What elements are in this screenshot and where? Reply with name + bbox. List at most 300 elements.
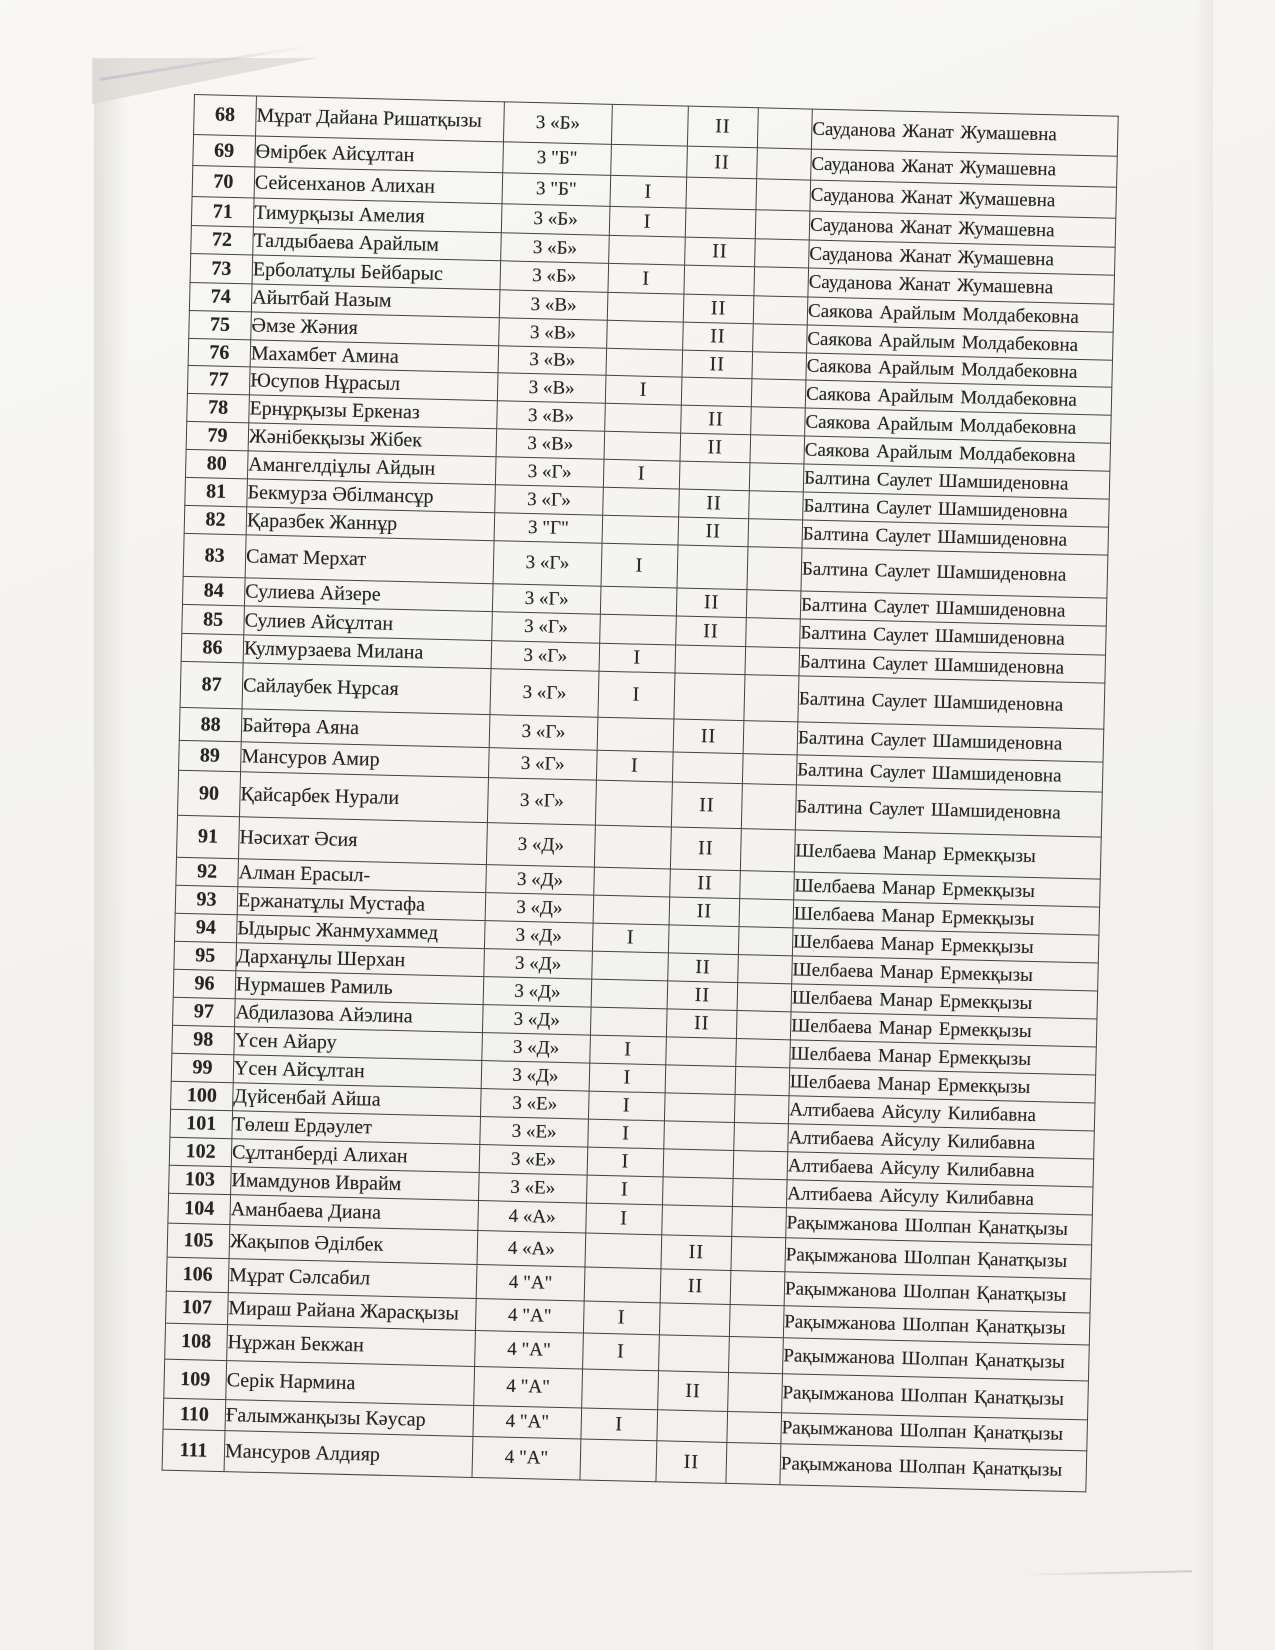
blank-cell [729,1304,784,1337]
mark-col-1-cell [603,487,680,517]
blank-cell [742,754,797,785]
student-name-cell: Ержанатұлы Мустафа [237,887,486,921]
blank-cell [726,1442,781,1484]
teacher-name-cell: Сауданова Жанат Жумашевна [810,180,1117,218]
student-name-cell: Самат Мерхат [245,535,494,584]
mark-col-1-cell [607,320,684,350]
row-number-cell: 69 [193,135,256,167]
student-name-cell: Мұрат Сәлсабил [228,1259,477,1299]
class-label-cell: 3 «Б» [500,261,609,293]
mark-col-1-cell [595,780,672,827]
student-name-cell: Үсен Айару [234,1027,483,1061]
blank-cell [748,519,803,548]
blank-cell [757,108,812,149]
mark-col-2-cell [677,545,748,590]
row-number-cell: 103 [169,1165,232,1194]
student-name-cell: Алман Ерасыл- [238,859,487,893]
mark-col-1-cell: I [609,206,686,237]
row-number-cell: 70 [192,165,255,197]
row-number-cell: 107 [166,1291,229,1324]
row-number-cell: 82 [184,505,247,534]
teacher-name-cell: Сауданова Жанат Жумашевна [809,211,1116,247]
row-number-cell: 99 [171,1053,234,1082]
row-number-cell: 100 [171,1081,234,1110]
class-label-cell: 3 «Г» [488,748,597,781]
class-label-cell: 3 "Б" [502,173,611,207]
mark-col-1-cell: I [586,1203,663,1235]
row-number-cell: 92 [176,857,239,886]
row-number-cell: 87 [180,661,243,708]
mark-col-2-cell [662,1177,733,1207]
student-name-cell: Абдилазова Айэлина [235,999,484,1033]
mark-col-1-cell: I [608,263,685,294]
mark-col-1-cell: I [605,375,682,405]
student-name-cell: Дарханұлы Шерхан [236,943,485,977]
mark-col-2-cell [686,177,757,210]
mark-col-2-cell: II [666,1009,737,1039]
teacher-name-cell: Рақымжанова Шолпан Қанатқызы [781,1413,1088,1451]
row-number-cell: 94 [175,913,238,942]
student-name-cell: Ыдырыс Жанмухаммед [237,915,486,949]
class-label-cell: 3 «В» [499,290,608,321]
mark-col-1-cell: I [603,459,680,489]
class-label-cell: 3 «Г» [492,612,601,644]
class-label-cell: 3 «Д» [484,949,593,980]
class-label-cell: 3 «В» [497,373,606,404]
student-name-cell: Сулиева Айзере [244,578,493,612]
mark-col-2-cell: II [682,350,753,379]
teacher-name-cell: Саякова Арайлым Молдабековна [804,436,1111,471]
row-number-cell: 81 [185,477,248,506]
class-label-cell: 3 «Г» [489,715,598,751]
student-name-cell: Жақыпов Әділбек [229,1225,478,1265]
teacher-name-cell: Шелбаева Манар Ермекқызы [793,900,1100,935]
mark-col-2-cell: II [670,869,741,899]
row-number-cell: 78 [187,393,250,422]
blank-cell [740,829,795,872]
class-label-cell: 4 "А" [472,1436,581,1480]
mark-col-2-cell: II [676,616,747,647]
student-name-cell: Нурмашев Рамиль [235,971,484,1005]
row-number-cell: 68 [194,95,257,136]
row-number-cell: 104 [168,1193,231,1224]
row-number-cell: 110 [163,1398,226,1430]
mark-col-2-cell [665,1065,736,1095]
mark-col-1-cell: I [598,671,675,719]
mark-col-1-cell [606,348,683,377]
blank-cell [731,1236,786,1271]
blank-cell [738,927,793,956]
blank-cell [736,1039,791,1068]
blank-cell [752,352,807,380]
student-name-cell: Сулиев Айсұлтан [244,606,493,641]
teacher-name-cell: Саякова Арайлым Молдабековна [807,325,1114,360]
row-number-cell: 91 [177,815,240,858]
mark-col-1-cell: I [587,1147,664,1177]
mark-col-2-cell [681,377,752,407]
mark-col-1-cell: I [588,1119,665,1149]
row-number-cell: 109 [164,1359,227,1399]
student-name-cell: Нұржан Бекжан [227,1325,476,1367]
class-label-cell: 3 «Г» [487,778,596,826]
mark-col-2-cell: II [680,433,751,463]
blank-cell [755,239,810,268]
class-label-cell: 3 «Е» [480,1117,589,1148]
student-name-cell: Әмзе Жәния [251,312,500,346]
page-right-edge-shadow [1195,0,1213,1650]
student-name-cell: Тимурқызы Амелия [253,198,502,233]
row-number-cell: 90 [178,770,241,816]
teacher-name-cell: Саякова Арайлым Молдабековна [805,380,1112,415]
blank-cell [727,1411,782,1443]
mark-col-2-cell: II [673,719,744,754]
student-list-table [162,94,1119,1492]
blank-cell [732,1206,787,1237]
student-name-cell: Үсен Айсұлтан [233,1055,482,1089]
mark-col-1-cell: I [581,1408,658,1441]
mark-col-1-cell: I [610,175,687,208]
class-label-cell: 4 "А" [474,1366,583,1408]
row-number-cell: 79 [186,421,249,450]
row-number-cell: 111 [162,1429,225,1471]
blank-cell [747,547,802,591]
row-number-cell: 89 [179,740,242,771]
class-label-cell: 3 «Д» [481,1061,590,1092]
mark-col-1-cell [611,144,688,177]
mark-col-2-cell: II [687,146,758,179]
bottom-crease-line [1020,1570,1192,1576]
mark-col-2-cell [679,461,750,491]
class-label-cell: 3 «Д» [484,921,593,952]
teacher-name-cell: Рақымжанова Шолпан Қанатқызы [783,1338,1090,1381]
blank-cell [743,721,798,755]
teacher-name-cell: Рақымжанова Шолпан Қанатқызы [786,1208,1093,1245]
class-label-cell: 4 "А" [473,1405,582,1439]
mark-col-1-cell: I [599,643,676,673]
row-number-cell: 93 [175,885,238,914]
teacher-name-cell: Рақымжанова Шолпан Қанатқызы [785,1238,1092,1279]
teacher-name-cell: Балтина Саулет Шамшиденовна [802,520,1109,555]
student-name-cell: Төлеш Ердәулет [232,1111,481,1145]
teacher-name-cell: Алтибаева Айсулу Килибавна [788,1096,1095,1131]
mark-col-1-cell: I [583,1333,660,1371]
teacher-name-cell: Шелбаева Манар Ермекқызы [790,1040,1097,1075]
row-number-cell: 80 [185,449,248,478]
teacher-name-cell: Балтина Саулет Шамшиденовна [803,492,1110,527]
mark-col-2-cell: II [678,517,749,547]
student-name-cell: Сейсенханов Алихан [254,167,503,204]
student-name-cell: Қаразбек Жаннұр [246,507,495,541]
student-name-cell: Амангелдіұлы Айдын [247,451,496,485]
blank-cell [732,1179,787,1208]
teacher-name-cell: Шелбаева Манар Ермекқызы [794,830,1101,879]
mark-col-2-cell: II [658,1371,729,1412]
class-label-cell: 3 "Г" [494,513,603,544]
class-label-cell: 3 «В» [499,318,608,349]
mark-col-2-cell: II [670,827,741,871]
blank-cell [733,1151,788,1180]
blank-cell [749,491,804,520]
class-label-cell: 3 «Е» [479,1145,588,1176]
class-label-cell: 3 "Б" [503,142,612,176]
student-name-cell: Сұлтанберді Алихан [231,1139,480,1173]
teacher-name-cell: Шелбаева Манар Ермекқызы [790,1012,1097,1047]
row-number-cell: 75 [189,310,252,339]
student-name-cell: Ғалымжанқызы Кәусар [225,1400,474,1437]
row-number-cell: 71 [191,196,254,226]
student-name-cell: Ернұрқызы Еркеназ [249,395,498,429]
mark-col-1-cell [609,235,686,265]
mark-col-1-cell [591,979,668,1009]
mark-col-1-cell [592,951,669,981]
row-number-cell: 108 [165,1323,228,1360]
student-name-cell: Нәсихат Әсия [238,817,487,865]
row-number-cell: 76 [188,338,251,366]
row-number-cell: 95 [174,941,237,970]
blank-cell [739,899,794,928]
mark-col-2-cell: II [679,489,750,519]
class-label-cell: 3 «Г» [492,584,601,615]
teacher-name-cell: Балтина Саулет Шамшиденовна [797,722,1104,762]
student-name-cell: Өмірбек Айсұлтан [255,136,504,173]
mark-col-1-cell: I [601,543,678,588]
teacher-name-cell: Балтина Саулет Шамшиденовна [799,648,1106,683]
mark-col-1-cell [605,403,682,433]
teacher-name-cell: Рақымжанова Шолпан Қанатқызы [784,1272,1091,1313]
blank-cell [738,955,793,984]
mark-col-2-cell: II [667,981,738,1011]
blank-cell [756,179,811,211]
blank-cell [751,407,806,436]
teacher-name-cell: Алтибаева Айсулу Килибавна [786,1180,1093,1215]
mark-col-1-cell [602,515,679,545]
mark-col-1-cell: I [589,1063,666,1093]
mark-col-2-cell: II [683,294,754,324]
row-number-cell: 106 [166,1257,229,1292]
student-name-cell: Серік Нармина [226,1361,475,1406]
mark-col-1-cell [580,1439,657,1482]
class-label-cell: 3 «Д» [486,823,595,868]
blank-cell [751,379,806,408]
blank-cell [754,267,809,297]
student-name-cell: Жәнібекқызы Жібек [248,423,497,457]
teacher-name-cell: Рақымжанова Шолпан Қанатқызы [780,1444,1087,1492]
teacher-name-cell: Саякова Арайлым Молдабековна [806,353,1113,387]
mark-col-1-cell [584,1267,661,1303]
mark-col-2-cell: II [683,322,754,352]
teacher-name-cell: Рақымжанова Шолпан Қанатқызы [783,1306,1090,1345]
class-label-cell: 3 «Б» [503,102,612,145]
teacher-name-cell: Сауданова Жанат Жумашевна [811,109,1118,156]
row-number-cell: 97 [173,997,236,1026]
mark-col-1-cell [594,867,671,897]
teacher-name-cell: Сауданова Жанат Жумашевна [809,240,1116,275]
mark-col-2-cell: II [676,588,747,618]
student-name-cell: Мансуров Амир [241,742,490,778]
row-number-cell: 96 [173,969,236,998]
teacher-name-cell: Балтина Саулет Шамшиденовна [800,619,1107,655]
teacher-name-cell: Балтина Саулет Шамшиденовна [801,548,1108,598]
blank-cell [729,1336,784,1373]
teacher-name-cell: Шелбаева Манар Ермекқызы [794,872,1101,907]
class-label-cell: 3 «Д» [482,1005,591,1036]
mark-col-1-cell: I [588,1091,665,1121]
mark-col-2-cell [675,645,746,675]
teacher-name-cell: Балтина Саулет Шамшиденовна [803,464,1110,499]
class-label-cell: 4 "А" [476,1264,585,1301]
teacher-name-cell: Шелбаева Манар Ермекқызы [792,928,1099,963]
blank-cell [734,1095,789,1124]
student-name-cell: Мираш Райана Жарасқызы [228,1293,477,1331]
class-label-cell: 3 «В» [496,429,605,460]
student-name-cell: Қайсарбек Нурали [239,772,488,823]
blank-cell [736,1011,791,1040]
student-name-cell: Айытбай Назым [251,284,500,318]
mark-col-1-cell [585,1233,662,1269]
blank-cell [750,435,805,464]
mark-col-1-cell [607,292,684,322]
mark-col-2-cell: II [661,1235,732,1271]
class-label-cell: 3 «Е» [480,1089,589,1120]
student-name-cell: Кулмурзаева Милана [243,635,492,669]
teacher-name-cell: Балтина Саулет Шамшиденовна [796,755,1103,792]
mark-col-1-cell: I [583,1301,660,1335]
student-name-cell: Талдыбаева Арайлым [253,227,502,261]
blank-cell [753,296,808,325]
page-left-edge-shadow [94,60,128,1650]
mark-col-1-cell [597,717,674,752]
mark-col-2-cell [663,1149,734,1179]
row-number-cell: 72 [191,225,254,254]
teacher-name-cell: Сауданова Жанат Жумашевна [811,149,1118,187]
blank-cell [744,675,799,722]
teacher-name-cell: Шелбаева Манар Ермекқызы [791,984,1098,1019]
student-name-cell: Дүйсенбай Айша [233,1083,482,1117]
class-label-cell: 4 "А" [475,1298,584,1333]
class-label-cell: 3 «В» [498,346,607,376]
mark-col-2-cell [664,1121,735,1151]
mark-col-2-cell [668,925,739,955]
mark-col-1-cell [611,104,688,146]
mark-col-2-cell: II [660,1269,731,1305]
mark-col-1-cell: I [596,750,673,782]
row-number-cell: 101 [170,1109,233,1138]
mark-col-2-cell: II [656,1441,727,1484]
blank-cell [755,210,810,240]
student-name-cell: Бекмурза Әбілмансұр [247,479,496,513]
class-label-cell: 3 «В» [497,401,606,432]
teacher-name-cell: Рақымжанова Шолпан Қанатқызы [782,1374,1089,1420]
mark-col-1-cell [604,431,681,461]
mark-col-2-cell [664,1093,735,1123]
class-label-cell: 3 «Г» [491,641,600,672]
blank-cell [741,784,796,830]
class-label-cell: 3 «Е» [479,1173,588,1204]
teacher-name-cell: Саякова Арайлым Молдабековна [807,297,1114,332]
mark-col-2-cell [666,1037,737,1067]
row-number-cell: 77 [187,365,250,394]
mark-col-1-cell: I [586,1175,663,1205]
row-number-cell: 88 [179,707,242,741]
class-label-cell: 3 «Б» [501,233,610,264]
student-name-cell: Байтөра Аяна [241,709,490,748]
teacher-name-cell: Шелбаева Манар Ермекқызы [789,1068,1096,1103]
mark-col-1-cell [582,1369,659,1410]
class-label-cell: 3 «Г» [490,669,599,718]
class-label-cell: 3 «Д» [485,893,594,924]
blank-cell [734,1123,789,1152]
student-name-cell: Имамдунов Иврайм [231,1167,480,1201]
mark-col-1-cell [594,825,671,869]
student-name-cell: Ерболатұлы Бейбарыс [252,255,501,290]
row-number-cell: 98 [172,1025,235,1054]
class-label-cell: 3 «Г» [495,485,604,516]
mark-col-2-cell [662,1205,733,1237]
mark-col-2-cell [659,1335,730,1373]
class-label-cell: 3 «Д» [486,865,595,896]
mark-col-2-cell: II [671,782,742,829]
mark-col-2-cell: II [681,405,752,435]
teacher-name-cell: Балтина Саулет Шамшиденовна [795,785,1102,837]
blank-cell [737,983,792,1012]
teacher-name-cell: Балтина Саулет Шамшиденовна [798,676,1105,729]
row-number-cell: 83 [183,533,246,577]
row-number-cell: 74 [189,282,252,311]
teacher-name-cell: Балтина Саулет Шамшиденовна [800,591,1107,626]
mark-col-2-cell: II [669,897,740,927]
mark-col-1-cell [590,1007,667,1037]
mark-col-1-cell [593,895,670,925]
row-number-cell: 84 [182,576,245,605]
class-label-cell: 4 «А» [478,1201,587,1234]
blank-cell [757,148,812,180]
blank-cell [728,1372,783,1412]
mark-col-1-cell: I [590,1035,667,1065]
mark-col-2-cell: II [685,237,756,267]
blank-cell [745,647,800,676]
mark-col-2-cell: II [687,106,758,148]
teacher-name-cell: Шелбаева Манар Ермекқызы [792,956,1099,991]
blank-cell [746,590,801,619]
class-label-cell: 3 «Д» [482,1033,591,1064]
mark-col-2-cell [685,208,756,239]
mark-col-2-cell [657,1410,728,1443]
teacher-name-cell: Сауданова Жанат Жумашевна [808,268,1115,304]
student-name-cell: Аманбаева Диана [230,1195,479,1231]
teacher-name-cell: Алтибаева Айсулу Килибавна [787,1152,1094,1187]
class-label-cell: 3 «Г» [495,457,604,488]
class-label-cell: 3 «Б» [501,204,610,236]
mark-col-1-cell [600,586,677,616]
student-name-cell: Юсупов Нұрасыл [249,367,498,401]
student-name-cell: Махамбет Амина [250,340,499,373]
class-label-cell: 3 «Г» [493,541,602,587]
mark-col-2-cell [672,752,743,784]
teacher-name-cell: Саякова Арайлым Молдабековна [805,408,1112,443]
row-number-cell: 102 [169,1137,232,1166]
blank-cell [730,1270,785,1305]
blank-cell [749,463,804,492]
row-number-cell: 85 [182,604,245,634]
student-name-cell: Мұрат Дайана Ришатқызы [256,96,505,142]
mark-col-2-cell [674,673,745,721]
class-label-cell: 4 "А" [475,1330,584,1369]
table-body [162,95,1118,1492]
blank-cell [746,618,801,648]
row-number-cell: 73 [190,253,253,283]
mark-col-2-cell [684,265,755,296]
blank-cell [753,324,808,353]
